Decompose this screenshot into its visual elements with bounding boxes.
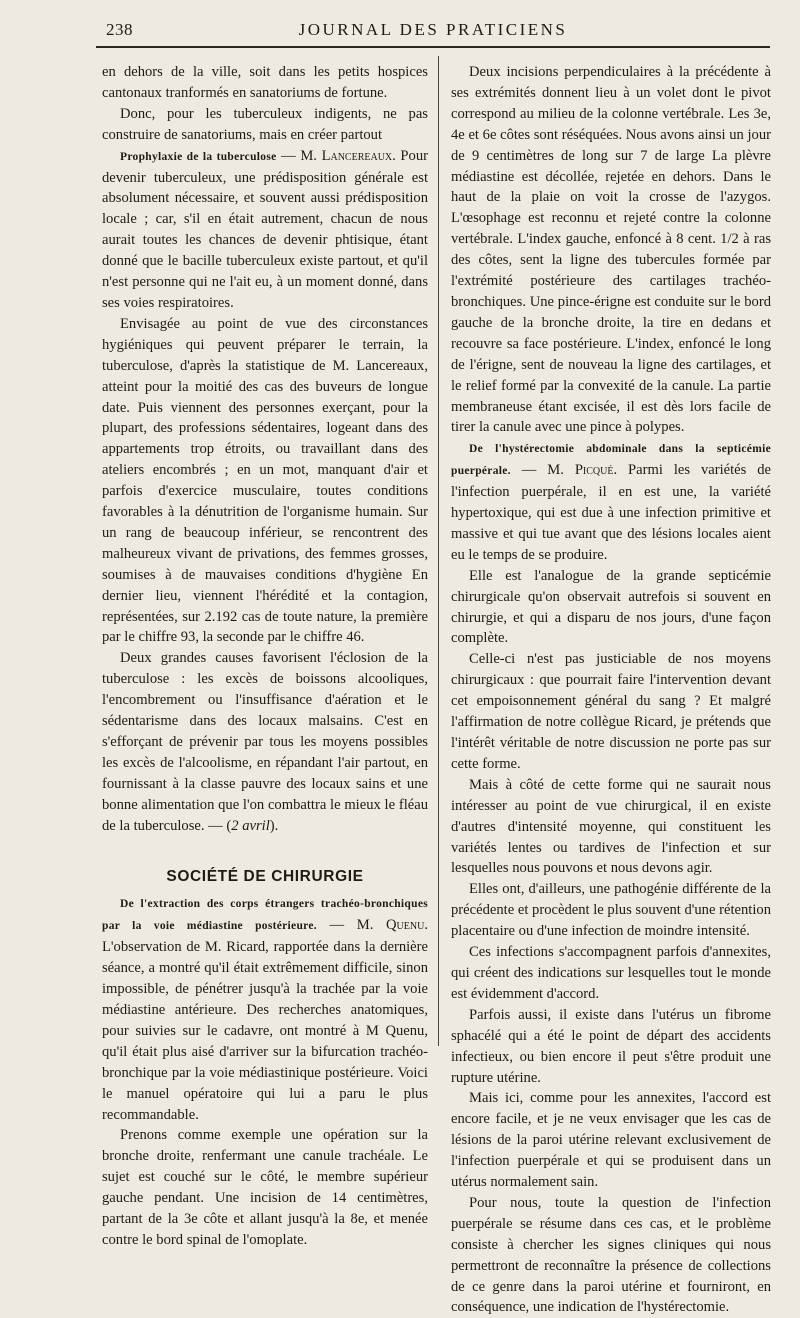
author-name: Picqué [574, 462, 614, 479]
author-name: Quenu [386, 917, 425, 934]
column-divider [438, 56, 439, 1046]
article-tuberculosis [102, 146, 428, 314]
page-header [96, 14, 770, 48]
article-title: Prophylaxie de la tuberculose [120, 150, 277, 163]
author-dash: — M. [276, 147, 322, 164]
paragraph: Elle est l'analogue de la grande septicémie chirurgicale qu'on observait autrefois si souvent en chirurgie, et qui a disparu de nos jours, d'une façon complète. [451, 567, 771, 647]
author-name: Lancereaux [321, 147, 393, 164]
section-heading: SOCIÉTÉ DE CHIRURGIE [166, 867, 364, 885]
paragraph: Envisagée au point de vue des circonstances hygiéniques qui peuvent préparer le terrain, la tuberculose, d'après la statistique de M. Lancereaux, atteint pour la moitié des cas des buveurs de longue date. Puis viennent des personnes exerçant, pour la plupart, des professions sédentaires, logeant dans des appartements trop étroits, ou travaillant dans des ateliers encombrés ; en un mot, manquant d'air et parfois d'exercice musculaire, toutes conditions favorables à la dénutrition de l'organisme humain. Sur un rang de beaucoup inférieur, se rencontrent des malheureux vivant de privations, des femmes grosses, soumises à de mauvaises conditions d'hygiène En dernier lieu, viennent l'hérédité et la contagion, représentées, sur 2.192 cas de toute nature, la première par le chiffre 93, la seconde par le chiffre 46. [102, 315, 428, 646]
author-dash: — M. [510, 462, 575, 479]
paragraph: Mais à côté de cette forme qui ne saurait nous intéresser au point de vue chirurgical, il en existe d'autres d'intensité moyenne, qui constituent les variétés lentes ou tardives de l'infection et sur lesquelles nous pouvons et nous devons agir. [451, 776, 771, 877]
page-number: 238 [106, 20, 133, 39]
paragraph: Donc, pour les tuberculeux indigents, ne pas construire de sanatoriums, mais en créer partout [102, 105, 428, 143]
left-column [102, 62, 428, 1251]
article-text: . L'observation de M. Ricard, rapportée dans la dernière séance, a montré qu'il était extrêmement difficile, sinon impossible, de pénétrer jusqu'à la trachée par la voie médiastine antérieure. Des recherches anatomiques, pour suivies sur le cadavre, ont montré à M Quenu, qu'il était plus aisé d'arriver sur la bifurcation trachéo-bronchique par la voie médiastinique postérieure. Voici le manuel opératoire qui lui a paru le plus recommandable. [102, 917, 428, 1123]
paragraph-end: ). [269, 817, 279, 834]
article-title: De l'hystérectomie abdominale dans la septicémie puerpérale. [451, 443, 771, 478]
paragraph: Deux incisions perpendiculaires à la précédente à ses extrémités donnent lieu à un volet dont le pivot correspond au milieu de la colonne vertébrale. Les 3e, 4e et 6e côtes sont réséquées. Nous avons ainsi un jour de 9 centimètres de long sur 7 de large La plèvre médiastine est décollée, rejetée en dehors. Dans le haut de la plaie on voit la crosse de l'azygos. L'œsophage est reconnu et rejeté contre la colonne vertébrale. L'index gauche, enfoncé à 8 cent. 1/2 à ras des côtes, sent la ligne des tubercules formée par l'extrémité postérieure des cartilages trachéo-bronchiques. Une pince-érigne est conduite sur le bord gauche de la bronche droite, la tire en dedans et recouvre sa face postérieure. L'index, enfoncé le long de l'érigne, sent de nouveau la ligne des cartilages, et le relief formé par la convexité de la canule. La partie membraneuse étant excisée, il est dès lors facile de tirer la canule avec une pince à polypes. [451, 64, 771, 436]
paragraph: Ces infections s'accompagnent parfois d'annexites, qui créent des indications sur lesquelles tout le monde est évidemment d'accord. [451, 944, 771, 1002]
paragraph-with-date [102, 648, 428, 836]
paragraph: en dehors de la ville, soit dans les petits hospices cantonaux tranformés en sanatoriums de fortune. [102, 64, 428, 101]
author-dash: — M. [316, 917, 387, 934]
paragraph: Parfois aussi, il existe dans l'utérus un fibrome sphacélé qui a été le point de départ des accidents infectieux, ou bien encore il peut s'être produit une rupture utérine. [451, 1006, 771, 1086]
article-text: . Parmi les variétés de l'infection puerpérale, il en est une, la variété hypertoxique, qui est due à une infection primitive et massive et qui tue avant que des lésions locales aient eu le temps de se produire. [451, 462, 772, 563]
article-hysterectomy [451, 438, 771, 565]
right-column [451, 62, 771, 1318]
article-title: De l'extraction des corps étrangers trachéo-bronchiques par la voie médiastine postérieure. [102, 898, 428, 933]
paragraph: Elles ont, d'ailleurs, une pathogénie différente de la précédente et procèdent le plus souvent d'une rétention placentaire ou d'une infection de moindre intensité. [451, 881, 771, 940]
article-text: . Pour devenir tuberculeux, une prédisposition générale est absolument nécessaire, et souvent aussi prédisposition locale ; car, s'il en était autrement, chacun de nous aurait toutes les chances de devenir phtisique, étant donné que le bacille tuberculeux existe partout, et qu'il n'est personne qui ne l'ait eu, à un moment donné, dans ses voies respiratoires. [102, 147, 429, 311]
paragraph: Prenons comme exemple une opération sur la bronche droite, renfermant une canule trachéale. Le sujet est couché sur le côté, le membre supérieur gauche pendant. Une incision de 14 centimètres, partant de la 3e côte et allant jusqu'à la 8e, et menée contre le bord spinal de l'omoplate. [102, 1127, 428, 1248]
article-foreign-bodies [102, 893, 428, 1125]
article-date: 2 avril [231, 817, 270, 834]
paragraph-text: Deux grandes causes favorisent l'éclosion de la tuberculose : les excès de boissons alcooliques, l'encombrement ou l'insuffisance d'aération et le sédentarisme dans des locaux malsains. C'est en s'efforçant de prévenir par tous les moyens possibles les excès de l'alcoolisme, en répandant l'air partout, en fournissant à la classe pauvre des locaux sains et une bonne alimentation que l'on combattra le mieux le fléau de la tuberculose. — ( [102, 650, 428, 834]
paragraph: Celle-ci n'est pas justiciable de nos moyens chirurgicaux : que pourrait faire l'intervention devant cet empoisonnement général du sang ? Et malgré l'affirmation de notre collègue Ricard, je prétends que l'intérêt véritable de notre discussion ne porte pas sur cette forme. [451, 651, 771, 772]
paragraph: Pour nous, toute la question de l'infection puerpérale se résume dans ces cas, et le problème consiste à chercher les signes cliniques qui nous permettront de reconnaître la présence de collections de ce genre dans la paroi utérine et fourniront, en conséquence, une indication de l'hystérectomie. [451, 1194, 771, 1316]
journal-title: JOURNAL DES PRATICIENS [298, 20, 568, 39]
paragraph: Mais ici, comme pour les annexites, l'accord est encore facile, et je ne veux envisager que les cas de lésions de la paroi utérine relevant exclusivement de l'infection puerpérale et qui se produisent dans un utérus normalement sain. [451, 1090, 771, 1191]
